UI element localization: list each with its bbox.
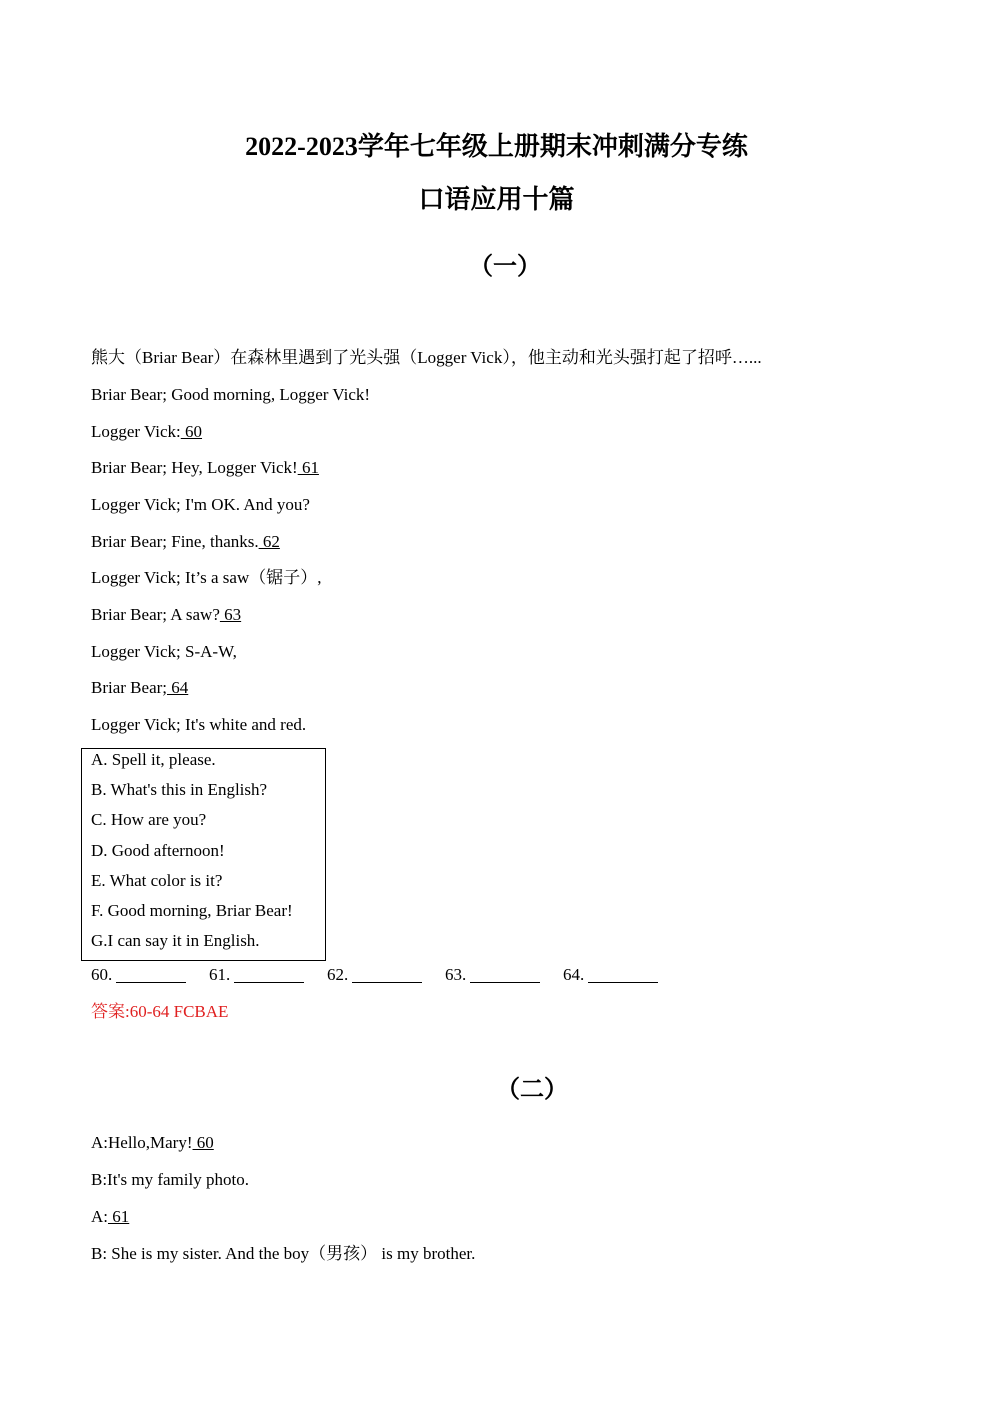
section-2-heading: （二） [496,1077,568,1103]
document-subtitle: 口语应用十篇 [418,185,575,214]
option-e: E. What color is it? [91,871,223,890]
answer-key: 答案:60-64 FCBAE [91,1002,229,1021]
answer-slot-60: 60. [91,964,186,986]
dialogue-line: Briar Bear; Hey, Logger Vick! 61 [91,458,319,477]
section-1-heading: （一） [469,254,541,280]
dialogue-line: Logger Vick: 60 [91,422,203,441]
blank-64: 64 [167,678,189,697]
dialogue-line: B: She is my sister. And the boy（男孩） is my brother. [91,1244,476,1263]
blank-62: 62 [258,532,280,551]
blank-61: 61 [297,458,319,477]
option-a: A. Spell it, please. [91,750,216,769]
answer-slot-64: 64. [563,964,658,986]
answer-slot-63: 63. [445,964,540,986]
blank-63: 63 [219,605,242,624]
dialogue-line: Briar Bear; Good morning, Logger Vick! [91,385,371,404]
dialogue-line: Logger Vick; S-A-W, [91,642,237,661]
dialogue-line: Logger Vick; It's white and red. [91,715,307,734]
answer-slot-62: 62. [327,964,422,986]
options-box [81,748,326,961]
dialogue-line: Briar Bear; 64 [91,678,189,697]
option-d: D. Good afternoon! [91,841,225,860]
dialogue-line: Logger Vick; It’s a saw（锯子）, [91,568,322,587]
dialogue-line: Briar Bear; Fine, thanks. 62 [91,532,280,551]
option-g: G.I can say it in English. [91,931,260,950]
section-1-intro: 熊大（Briar Bear）在森林里遇到了光头强（Logger Vick），他主动和光头强打起了招呼…... [91,348,762,367]
document-title: 2022-2023学年七年级上册期末冲刺满分专练 [245,132,748,161]
option-f: F. Good morning, Briar Bear! [91,901,293,920]
option-b: B. What's this in English? [91,780,268,799]
answer-slot-61: 61. [209,964,304,986]
dialogue-line: Briar Bear; A saw? 63 [91,605,242,624]
blank-61: 61 [108,1207,130,1226]
dialogue-line: A:Hello,Mary! 60 [91,1133,214,1152]
option-c: C. How are you? [91,810,207,829]
blank-60: 60 [192,1133,214,1152]
dialogue-line: Logger Vick; I'm OK. And you? [91,495,310,514]
blank-60: 60 [180,422,203,441]
dialogue-line: B:It's my family photo. [91,1170,249,1189]
dialogue-line: A: 61 [91,1207,130,1226]
